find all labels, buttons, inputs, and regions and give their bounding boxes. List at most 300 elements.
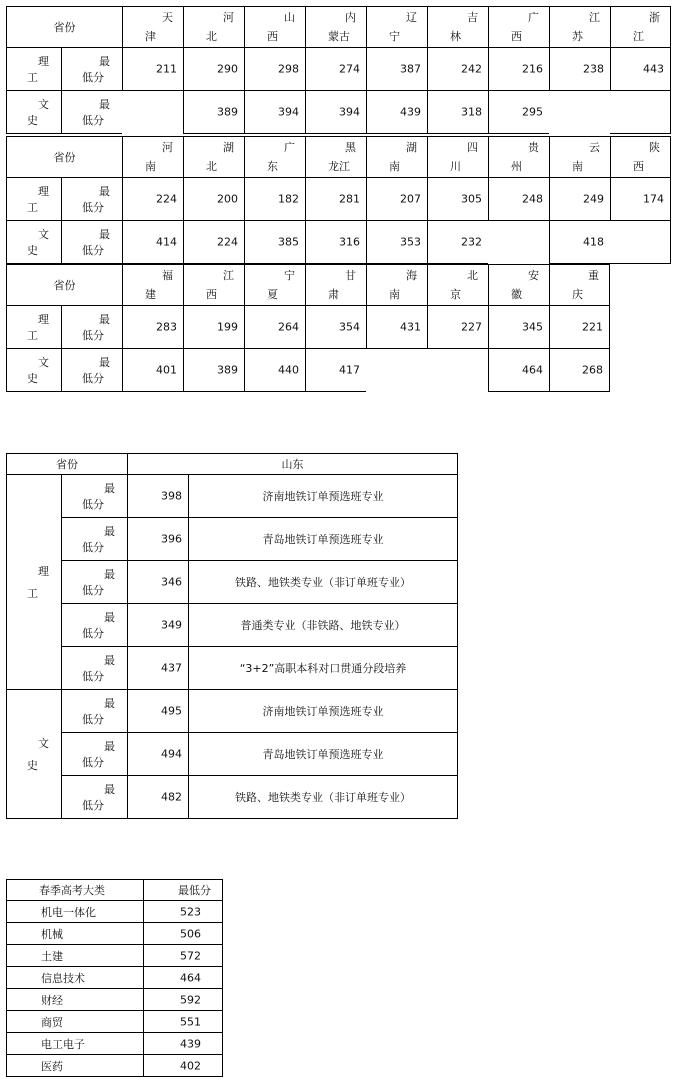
province-name-line2: 东 [267,160,278,173]
province-name-cell [122,136,183,178]
major-note: 青岛地铁订单预选班专业 [262,533,384,546]
province-name-line1: 福 [162,269,173,282]
province-name-cell [127,453,458,475]
province-name-cell [183,264,244,306]
science-label-line1: 理 [38,185,49,198]
province-name-line1: 安 [528,269,539,282]
science-label-line2: 工 [27,587,38,600]
province-name-cell [610,136,671,178]
province-header-cell [6,6,122,48]
min-score-label-line1: 最 [104,654,115,667]
arts-score: 439 [400,105,421,119]
province-name-cell [549,6,610,48]
arts-score: 417 [339,363,360,377]
arts-score: 389 [217,363,238,377]
min-score-label-line1: 最 [99,313,110,326]
province-name-line1: 江 [589,11,600,24]
province-name-line2: 南 [572,160,583,173]
arts-label-cell [6,690,61,819]
province-name-line1: 湖 [223,141,234,154]
score-cell [127,604,188,647]
province-name-cell [366,136,427,178]
arts-score: 232 [461,235,482,249]
science-label-cell [6,306,61,349]
arts-score-cell [305,221,366,264]
science-score: 238 [583,62,604,76]
major-note-cell [188,690,458,733]
min-score-label-cell [61,349,122,392]
min-score-label-cell [61,690,127,733]
min-score-label-line1: 最 [104,740,115,753]
min-score-label-cell [61,306,122,349]
min-score-label-cell [61,91,122,134]
science-score: 242 [461,62,482,76]
category-name: 财经 [41,993,63,1007]
science-score-cell [488,48,549,91]
province-name-line1: 云 [589,141,600,154]
science-score: 248 [522,192,543,206]
category-cell [6,945,143,967]
category-cell [6,1011,143,1033]
min-score-label-line1: 最 [104,611,115,624]
province-name-cell [305,6,366,48]
province-name-cell [549,264,610,306]
arts-label-line2: 史 [27,372,38,385]
science-score-cell [183,48,244,91]
province-name-line2: 西 [511,30,522,43]
major-note-cell [188,604,458,647]
score: 437 [161,661,182,675]
min-score-label-cell [61,475,127,518]
arts-score-cell [366,349,427,392]
science-score-cell [305,306,366,349]
category-name: 机电一体化 [41,905,96,919]
major-note: 普通类专业（非铁路、地铁专业） [240,619,406,632]
arts-score: 464 [522,363,543,377]
province-name-line2: 林 [450,30,461,43]
province-name-cell [610,6,671,48]
arts-score-cell [122,91,183,134]
science-label-line1: 理 [38,565,49,578]
science-score: 200 [217,192,238,206]
science-score: 182 [278,192,299,206]
arts-score-cell [305,91,366,134]
science-label-line2: 工 [27,329,38,342]
province-name-line2: 北 [206,160,217,173]
score: 523 [180,905,201,918]
min-score-label-cell [61,561,127,604]
province-name-line1: 广 [284,141,295,154]
province-name-cell [427,264,488,306]
science-score: 227 [461,320,482,334]
science-score-cell [610,48,671,91]
science-score: 431 [400,320,421,334]
science-score-cell [122,48,183,91]
province-name-line1: 北 [467,269,478,282]
arts-score-cell [427,91,488,134]
arts-score: 224 [217,235,238,249]
major-note-cell [188,647,458,690]
province-header: 省份 [53,21,76,34]
province-name-line1: 四 [467,141,478,154]
min-score-label-line2: 低分 [82,114,104,127]
arts-label-cell [6,349,61,392]
arts-score-cell [366,91,427,134]
science-score-cell [549,178,610,221]
science-score: 211 [156,62,177,76]
science-score: 224 [156,192,177,206]
science-score: 443 [643,62,664,76]
score-cell [143,1011,223,1033]
arts-score-cell [427,221,488,264]
score: 464 [180,971,201,984]
province-name-line1: 重 [588,269,599,282]
score: 396 [161,532,182,546]
major-note: “3+2”高职本科对口贯通分段培养 [239,662,407,675]
science-score: 221 [582,320,603,334]
science-score: 290 [217,62,238,76]
arts-score: 418 [583,235,604,249]
min-score-label-cell [61,48,122,91]
science-score-cell [488,178,549,221]
category-name: 信息技术 [41,971,85,985]
province-name-cell [183,6,244,48]
province-name-cell [366,264,427,306]
arts-score: 394 [278,105,299,119]
arts-label [7,735,61,773]
science-label-line2: 工 [27,71,38,84]
science-score: 249 [583,192,604,206]
science-label-cell [6,178,61,221]
min-score-label-line2: 低分 [82,756,104,769]
min-score-label-cell [61,178,122,221]
major-note-cell [188,733,458,776]
score: 494 [161,747,182,761]
province-name-line1: 贵 [528,141,539,154]
min-score-label-line1: 最 [104,525,115,538]
province-name-cell [244,6,305,48]
score: 506 [180,927,201,940]
science-score-cell [183,178,244,221]
science-score: 345 [522,320,543,334]
arts-score: 353 [400,235,421,249]
province-header-cell [6,453,127,475]
major-note: 铁路、地铁类专业（非订单班专业） [235,576,411,589]
min-score-label-cell [61,221,122,264]
score-cell [127,690,188,733]
science-score-cell [366,48,427,91]
science-score-cell [427,48,488,91]
min-score-label-line1: 最 [99,55,110,68]
province-header: 省份 [53,151,76,164]
arts-score-cell [549,349,610,392]
min-score-label-line2: 低分 [82,498,104,511]
province-name-line2: 蒙古 [328,30,350,43]
score: 551 [180,1015,201,1028]
arts-label-line2: 史 [27,114,38,127]
science-score: 305 [461,192,482,206]
province-header-cell [6,264,122,306]
science-score-cell [244,178,305,221]
province-name-line2: 宁 [389,30,400,43]
empty-cell [610,221,671,264]
province-name-line1: 吉 [467,11,478,24]
province-name-line2: 龙江 [328,160,350,173]
min-score-label-line2: 低分 [82,541,104,554]
province-name-line2: 北 [206,30,217,43]
province-name-cell [488,264,549,306]
science-score: 216 [522,62,543,76]
score-cell [127,776,188,819]
arts-score-cell [488,349,549,392]
province-name-line1: 湖 [406,141,417,154]
arts-score-cell [122,349,183,392]
science-score: 274 [339,62,360,76]
arts-score-cell [549,221,610,264]
province-name-line1: 浙 [649,11,660,24]
province-name-cell [305,136,366,178]
province-name-line1: 河 [223,11,234,24]
arts-score: 394 [339,105,360,119]
category-cell [6,1033,143,1055]
category-cell [6,967,143,989]
min-score-label-line1: 最 [99,98,110,111]
science-score: 199 [217,320,238,334]
min-score-label-line1: 最 [99,185,110,198]
science-label-cell [6,475,61,690]
category-cell [6,989,143,1011]
science-score-cell [610,178,671,221]
arts-score-cell [183,91,244,134]
arts-label-cell [6,221,61,264]
province-name-line1: 江 [223,269,234,282]
province-name-line1: 天 [162,11,173,24]
province-name-line2: 南 [145,160,156,173]
score: 346 [161,575,182,589]
arts-score-cell [305,349,366,392]
arts-label-line2: 史 [27,244,38,257]
category-header: 春季高考大类 [39,884,105,897]
arts-score: 389 [217,105,238,119]
score: 398 [161,489,182,503]
science-score-cell [427,306,488,349]
province-name-line2: 夏 [267,288,278,301]
science-score-cell [305,48,366,91]
province-name-line1: 辽 [406,11,417,24]
score-cell [143,989,223,1011]
province-name-cell [183,136,244,178]
score-cell [143,1033,223,1055]
category-cell [6,901,143,923]
score: 592 [180,993,201,1006]
science-score-cell [549,48,610,91]
min-score-header: 最低分 [178,884,211,897]
major-note-cell [188,475,458,518]
province-header: 省份 [56,458,78,471]
major-note: 济南地铁订单预选班专业 [262,490,384,503]
min-score-label-line2: 低分 [82,799,104,812]
science-score-cell [366,178,427,221]
min-score-label-cell [61,604,127,647]
arts-score-cell [488,221,549,264]
science-score: 264 [278,320,299,334]
province-name-line2: 西 [633,160,644,173]
science-score: 298 [278,62,299,76]
category-name: 电工电子 [41,1037,85,1051]
province-name-line2: 苏 [572,30,583,43]
category-cell [6,1055,143,1077]
science-label [7,563,61,601]
min-score-label-line2: 低分 [82,372,104,385]
major-note-cell [188,518,458,561]
science-score-cell [366,306,427,349]
min-score-label-line2: 低分 [82,329,104,342]
min-score-label-line1: 最 [104,697,115,710]
major-note: 铁路、地铁类专业（非订单班专业） [235,791,411,804]
score-cell [143,901,223,923]
min-score-label-line2: 低分 [82,244,104,257]
empty-cell [610,91,671,134]
province-name-line2: 西 [206,288,217,301]
arts-score-cell [183,349,244,392]
arts-score-cell [122,221,183,264]
arts-label-cell [6,91,61,134]
major-note-cell [188,561,458,604]
arts-score: 295 [522,105,543,119]
province-name-line2: 津 [145,30,156,43]
arts-score: 318 [461,105,482,119]
province-name-line2: 京 [450,288,461,301]
score: 349 [161,618,182,632]
province-header: 省份 [53,279,76,292]
province-name-line2: 肃 [328,288,339,301]
arts-score-cell [244,349,305,392]
science-score: 174 [643,192,664,206]
min-score-label-line2: 低分 [82,670,104,683]
arts-label-line2: 史 [27,759,38,772]
science-score: 354 [339,320,360,334]
min-score-label-cell [61,733,127,776]
province-name-line2: 庆 [572,288,583,301]
province-name-cell [244,264,305,306]
category-header-cell [6,879,143,901]
min-score-label-line2: 低分 [82,627,104,640]
science-score-cell [122,306,183,349]
science-label-line1: 理 [38,313,49,326]
arts-score: 385 [278,235,299,249]
province-name-line2: 川 [450,160,461,173]
province-name-cell [488,6,549,48]
arts-score: 316 [339,235,360,249]
science-score-cell [488,306,549,349]
science-score-cell [244,48,305,91]
province-name-line2: 徽 [511,288,522,301]
science-score-cell [244,306,305,349]
province-name-line2: 州 [511,160,522,173]
arts-score: 414 [156,235,177,249]
province-name-cell [549,136,610,178]
province-name-line1: 河 [162,141,173,154]
science-score: 283 [156,320,177,334]
min-score-label-line1: 最 [104,568,115,581]
science-score: 281 [339,192,360,206]
arts-label-line1: 文 [38,98,49,111]
arts-label-line1: 文 [38,737,49,750]
score: 439 [180,1037,201,1050]
province-name-cell [488,136,549,178]
major-note-cell [188,776,458,819]
province-name-line1: 甘 [345,269,356,282]
category-name: 土建 [41,949,63,963]
province-name-cell [427,136,488,178]
min-score-label-line2: 低分 [82,201,104,214]
science-score-cell [305,178,366,221]
province-name-line2: 建 [145,288,156,301]
arts-label-line1: 文 [38,356,49,369]
science-label-cell [6,48,61,91]
science-score: 387 [400,62,421,76]
province-name-line1: 陕 [649,141,660,154]
arts-score-cell [244,221,305,264]
score-cell [127,647,188,690]
province-header-cell [6,136,122,178]
score-cell [143,1055,223,1077]
min-score-label-line2: 低分 [82,71,104,84]
arts-score: 268 [582,363,603,377]
min-score-label-line1: 最 [104,783,115,796]
min-score-label-line1: 最 [99,228,110,241]
score: 482 [161,790,182,804]
science-score-cell [549,306,610,349]
province-name-cell [122,264,183,306]
science-score-cell [122,178,183,221]
category-name: 机械 [41,927,63,941]
min-score-label-cell [61,776,127,819]
min-score-label-line2: 低分 [82,713,104,726]
science-score: 207 [400,192,421,206]
science-score-cell [427,178,488,221]
score-cell [143,945,223,967]
arts-score-cell [183,221,244,264]
arts-score-cell [488,91,549,134]
province-name-cell [305,264,366,306]
min-score-label-line2: 低分 [82,584,104,597]
province-name-line1: 海 [406,269,417,282]
arts-score: 401 [156,363,177,377]
min-score-label-cell [61,518,127,561]
province-name-line2: 西 [267,30,278,43]
arts-score-cell [549,91,610,134]
province-name: 山东 [281,458,304,471]
min-score-label-line1: 最 [104,482,115,495]
province-name-line1: 宁 [284,269,295,282]
science-score-cell [183,306,244,349]
province-name-line2: 南 [389,288,400,301]
province-name-cell [427,6,488,48]
score-cell [143,923,223,945]
min-score-label-cell [61,647,127,690]
score: 495 [161,704,182,718]
score-cell [143,967,223,989]
score: 402 [180,1059,201,1072]
province-name-line1: 黑 [345,141,356,154]
category-name: 商贸 [41,1015,63,1029]
province-name-cell [366,6,427,48]
province-name-cell [122,6,183,48]
category-cell [6,923,143,945]
arts-score-cell [244,91,305,134]
science-label-line1: 理 [38,55,49,68]
